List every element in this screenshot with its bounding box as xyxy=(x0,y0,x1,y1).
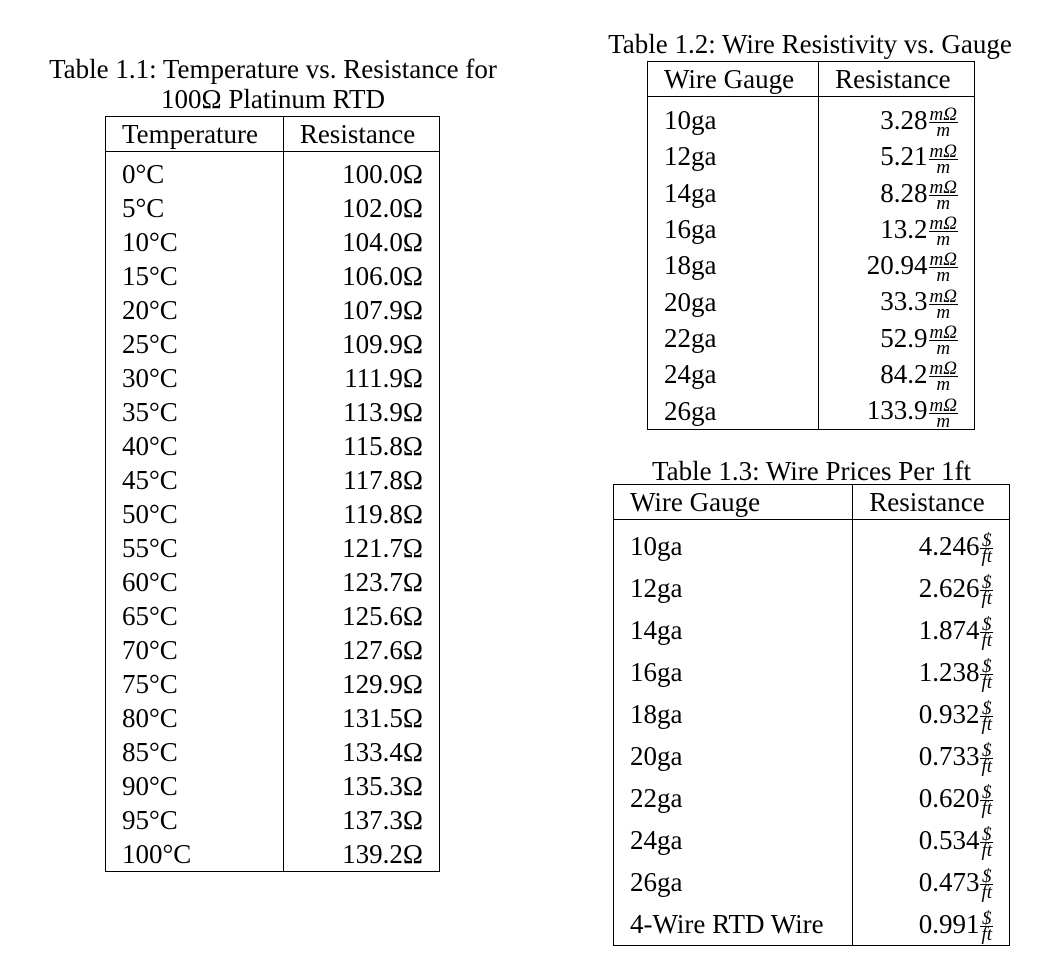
value-number: 2.626 xyxy=(918,573,980,603)
wire-gauge-cell: 12ga xyxy=(648,138,819,174)
resistance-cell: 131.5Ω xyxy=(283,701,439,735)
temperature-cell: 75°C xyxy=(106,667,284,701)
value-cell xyxy=(819,247,975,287)
unit-numerator: mΩ xyxy=(929,358,957,380)
temperature-cell: 25°C xyxy=(106,327,284,361)
unit-denominator: ft xyxy=(981,924,992,946)
wire-gauge-cell: 16ga xyxy=(614,651,853,693)
table-row xyxy=(648,102,975,138)
value-cell xyxy=(853,651,1010,693)
table-row xyxy=(614,525,1010,567)
temperature-cell: 40°C xyxy=(106,429,284,463)
unit-numerator: $ xyxy=(981,866,992,888)
table-row xyxy=(614,861,1010,903)
table-1-3-caption: Table 1.3: Wire Prices Per 1ft xyxy=(652,456,971,486)
value-number: 4.246 xyxy=(918,531,980,561)
unit-numerator: mΩ xyxy=(929,176,957,198)
unit-numerator: mΩ xyxy=(929,322,957,344)
unit-denominator: m xyxy=(936,338,951,360)
wire-gauge-cell: 26ga xyxy=(614,861,853,903)
wire-gauge-cell: 14ga xyxy=(614,609,853,651)
value-cell xyxy=(819,356,975,396)
value-cell xyxy=(853,525,1010,567)
value-number: 3.28 xyxy=(880,105,928,135)
table-row xyxy=(648,138,975,174)
table-row xyxy=(106,497,440,531)
wire-gauge-cell: 10ga xyxy=(614,525,853,567)
column-header-wire-gauge: Wire Gauge xyxy=(614,485,853,520)
value-number: 0.620 xyxy=(918,783,980,813)
value-number: 84.2 xyxy=(880,359,928,390)
table-row xyxy=(106,157,440,191)
unit-denominator: m xyxy=(936,229,951,251)
wire-prices-table xyxy=(613,484,1010,946)
unit-fraction xyxy=(929,140,958,178)
column-header-resistance: Resistance xyxy=(853,485,1010,520)
resistance-cell: 102.0Ω xyxy=(283,191,439,225)
table-row xyxy=(106,837,440,872)
temperature-cell: 5°C xyxy=(106,191,284,225)
unit-denominator: m xyxy=(936,374,951,396)
unit-fraction xyxy=(980,572,993,610)
unit-denominator: ft xyxy=(981,672,992,694)
table-1-2-caption: Table 1.2: Wire Resistivity vs. Gauge xyxy=(608,29,1012,59)
table-row xyxy=(648,211,975,247)
unit-fraction xyxy=(929,213,958,251)
value-cell xyxy=(853,819,1010,861)
unit-denominator: ft xyxy=(981,546,992,568)
resistance-cell: 121.7Ω xyxy=(283,531,439,565)
temperature-cell: 30°C xyxy=(106,361,284,395)
wire-gauge-cell: 26ga xyxy=(648,392,819,429)
wire-gauge-cell: 4-Wire RTD Wire xyxy=(614,903,853,946)
table-row xyxy=(106,633,440,667)
unit-denominator: m xyxy=(936,156,951,178)
resistance-cell: 111.9Ω xyxy=(283,361,439,395)
unit-numerator: $ xyxy=(981,656,992,678)
unit-numerator: mΩ xyxy=(929,285,957,307)
unit-denominator: m xyxy=(936,120,951,142)
table-row xyxy=(106,803,440,837)
unit-fraction xyxy=(929,358,958,396)
unit-numerator: mΩ xyxy=(929,104,957,126)
unit-denominator: m xyxy=(936,301,951,323)
unit-fraction xyxy=(929,249,958,287)
temperature-cell: 60°C xyxy=(106,565,284,599)
table-row xyxy=(106,667,440,701)
table-row xyxy=(106,463,440,497)
temperature-cell: 20°C xyxy=(106,293,284,327)
value-cell xyxy=(819,211,975,251)
table-row xyxy=(106,293,440,327)
table-row xyxy=(614,819,1010,861)
value-number: 1.238 xyxy=(918,657,980,687)
unit-fraction xyxy=(980,698,993,736)
table-header-row xyxy=(648,62,975,97)
unit-fraction xyxy=(929,322,958,360)
unit-numerator: $ xyxy=(981,740,992,762)
temperature-cell: 0°C xyxy=(106,157,284,191)
resistance-cell: 106.0Ω xyxy=(283,259,439,293)
value-number: 1.874 xyxy=(918,615,980,645)
resistance-cell: 129.9Ω xyxy=(283,667,439,701)
unit-numerator: mΩ xyxy=(929,394,957,416)
column-header-wire-gauge: Wire Gauge xyxy=(648,62,819,97)
unit-numerator: $ xyxy=(981,572,992,594)
table-row xyxy=(648,283,975,319)
unit-numerator: $ xyxy=(981,824,992,846)
temperature-cell: 45°C xyxy=(106,463,284,497)
unit-denominator: m xyxy=(936,192,951,214)
value-number: 0.733 xyxy=(918,741,980,771)
table-row xyxy=(614,651,1010,693)
column-header-resistance: Resistance xyxy=(819,62,975,97)
temperature-cell: 10°C xyxy=(106,225,284,259)
resistance-cell: 109.9Ω xyxy=(283,327,439,361)
unit-fraction xyxy=(980,908,993,946)
value-number: 13.2 xyxy=(880,213,928,244)
table-row xyxy=(614,609,1010,651)
resistance-cell: 125.6Ω xyxy=(283,599,439,633)
table-row xyxy=(106,531,440,565)
temperature-resistance-table xyxy=(105,116,440,872)
temperature-cell: 85°C xyxy=(106,735,284,769)
temperature-cell: 55°C xyxy=(106,531,284,565)
resistance-cell: 100.0Ω xyxy=(283,157,439,191)
resistance-cell: 119.8Ω xyxy=(283,497,439,531)
table-1-1-caption xyxy=(30,54,516,114)
resistance-cell: 127.6Ω xyxy=(283,633,439,667)
wire-gauge-cell: 16ga xyxy=(648,211,819,247)
unit-fraction xyxy=(980,614,993,652)
table-row xyxy=(614,735,1010,777)
wire-gauge-cell: 24ga xyxy=(614,819,853,861)
unit-fraction xyxy=(929,176,958,214)
table-row xyxy=(614,777,1010,819)
value-cell xyxy=(853,861,1010,903)
value-number: 0.534 xyxy=(918,825,980,855)
unit-denominator: ft xyxy=(981,630,992,652)
value-cell xyxy=(819,392,975,432)
value-cell xyxy=(819,138,975,178)
unit-denominator: ft xyxy=(981,714,992,736)
table-header-row xyxy=(106,117,440,152)
wire-gauge-cell: 22ga xyxy=(648,320,819,356)
table-row xyxy=(106,259,440,293)
resistance-cell: 107.9Ω xyxy=(283,293,439,327)
value-cell xyxy=(819,283,975,323)
resistance-cell: 135.3Ω xyxy=(283,769,439,803)
temperature-cell: 95°C xyxy=(106,803,284,837)
table-1-1-caption-line-1: Table 1.1: Temperature vs. Resistance for xyxy=(49,54,497,84)
value-cell xyxy=(853,609,1010,651)
unit-denominator: ft xyxy=(981,588,992,610)
unit-fraction xyxy=(980,656,993,694)
value-cell xyxy=(853,735,1010,777)
unit-numerator: $ xyxy=(981,614,992,636)
table-row xyxy=(106,429,440,463)
temperature-cell: 15°C xyxy=(106,259,284,293)
value-cell xyxy=(819,102,975,142)
table-row xyxy=(614,567,1010,609)
value-cell xyxy=(853,693,1010,735)
value-cell xyxy=(853,903,1010,946)
table-row xyxy=(106,327,440,361)
unit-denominator: ft xyxy=(981,840,992,862)
table-row xyxy=(106,735,440,769)
value-cell xyxy=(853,777,1010,819)
resistance-cell: 123.7Ω xyxy=(283,565,439,599)
table-1-1-caption-line-2: 100Ω Platinum RTD xyxy=(161,84,385,114)
table-row xyxy=(106,191,440,225)
temperature-cell: 50°C xyxy=(106,497,284,531)
temperature-cell: 65°C xyxy=(106,599,284,633)
wire-gauge-cell: 14ga xyxy=(648,175,819,211)
value-number: 0.932 xyxy=(918,699,980,729)
temperature-cell: 100°C xyxy=(106,837,284,872)
unit-denominator: m xyxy=(936,410,951,432)
value-number: 5.21 xyxy=(880,141,928,172)
value-number: 0.991 xyxy=(918,909,980,939)
table-row xyxy=(106,769,440,803)
resistance-cell: 104.0Ω xyxy=(283,225,439,259)
wire-gauge-cell: 20ga xyxy=(614,735,853,777)
unit-denominator: ft xyxy=(981,882,992,904)
value-number: 8.28 xyxy=(880,177,928,208)
column-header-resistance: Resistance xyxy=(283,117,439,152)
unit-fraction xyxy=(980,782,993,820)
wire-gauge-cell: 18ga xyxy=(648,247,819,283)
table-row xyxy=(648,247,975,283)
table-row xyxy=(106,599,440,633)
table-row xyxy=(648,392,975,429)
unit-denominator: ft xyxy=(981,756,992,778)
value-number: 0.473 xyxy=(918,867,980,897)
table-row xyxy=(106,395,440,429)
value-cell xyxy=(819,320,975,360)
table-row xyxy=(614,693,1010,735)
unit-fraction xyxy=(980,530,993,568)
table-row xyxy=(614,903,1010,946)
resistance-cell: 133.4Ω xyxy=(283,735,439,769)
value-number: 133.9 xyxy=(866,395,928,426)
wire-gauge-cell: 24ga xyxy=(648,356,819,392)
table-row xyxy=(106,361,440,395)
resistance-cell: 113.9Ω xyxy=(283,395,439,429)
unit-numerator: mΩ xyxy=(929,213,957,235)
table-row xyxy=(648,175,975,211)
unit-numerator: mΩ xyxy=(929,249,957,271)
temperature-cell: 90°C xyxy=(106,769,284,803)
unit-numerator: mΩ xyxy=(929,140,957,162)
wire-gauge-cell: 22ga xyxy=(614,777,853,819)
value-number: 52.9 xyxy=(880,322,928,353)
wire-gauge-cell: 18ga xyxy=(614,693,853,735)
resistance-cell: 137.3Ω xyxy=(283,803,439,837)
unit-fraction xyxy=(929,285,958,323)
unit-numerator: $ xyxy=(981,782,992,804)
value-number: 20.94 xyxy=(866,250,928,281)
unit-fraction xyxy=(929,394,958,432)
temperature-cell: 80°C xyxy=(106,701,284,735)
table-row xyxy=(106,565,440,599)
value-cell xyxy=(819,175,975,214)
value-number: 33.3 xyxy=(880,286,928,317)
unit-numerator: $ xyxy=(981,908,992,930)
unit-fraction xyxy=(980,824,993,862)
unit-denominator: ft xyxy=(981,798,992,820)
resistance-cell: 139.2Ω xyxy=(283,837,439,872)
table-row xyxy=(648,356,975,392)
resistance-cell: 117.8Ω xyxy=(283,463,439,497)
unit-fraction xyxy=(980,866,993,904)
table-header-row xyxy=(614,485,1010,520)
table-row xyxy=(648,320,975,356)
unit-fraction xyxy=(980,740,993,778)
unit-denominator: m xyxy=(936,265,951,287)
unit-fraction xyxy=(929,104,958,142)
resistance-cell: 115.8Ω xyxy=(283,429,439,463)
unit-numerator: $ xyxy=(981,698,992,720)
temperature-cell: 70°C xyxy=(106,633,284,667)
wire-gauge-cell: 20ga xyxy=(648,283,819,319)
unit-numerator: $ xyxy=(981,530,992,552)
value-cell xyxy=(853,567,1010,609)
table-row xyxy=(106,225,440,259)
table-row xyxy=(106,701,440,735)
temperature-cell: 35°C xyxy=(106,395,284,429)
wire-gauge-cell: 12ga xyxy=(614,567,853,609)
wire-gauge-cell: 10ga xyxy=(648,102,819,138)
wire-resistivity-table xyxy=(647,61,975,430)
column-header-temperature: Temperature xyxy=(106,117,284,152)
